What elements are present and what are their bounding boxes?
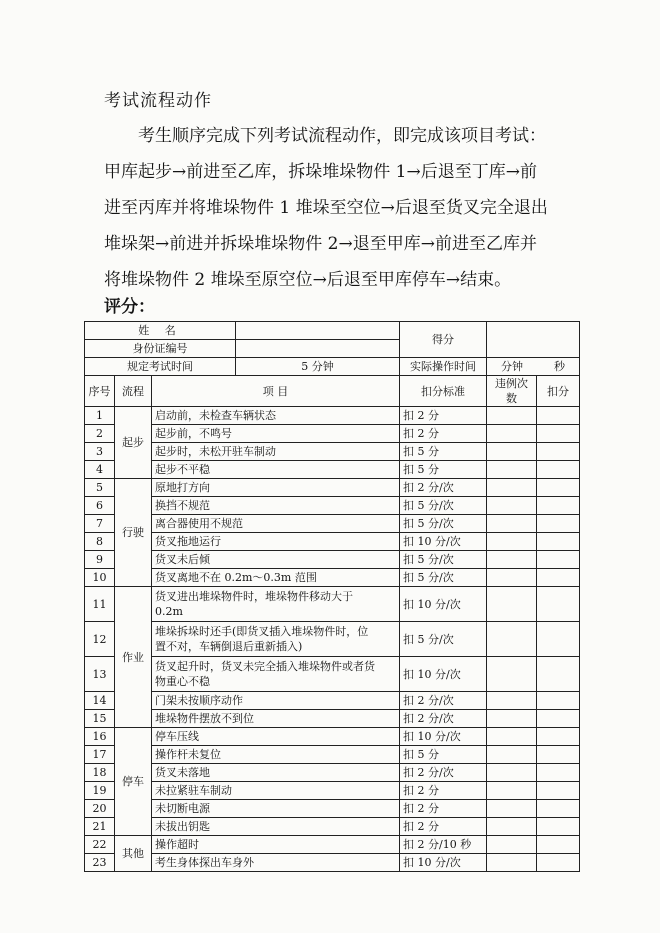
- row-standard: 扣 10 分/次: [400, 587, 487, 622]
- intro-line: 堆垛架→前进并拆垛堆垛物件 2→退至甲库→前进至乙库并: [104, 234, 537, 254]
- row-standard: 扣 2 分/10 秒: [400, 836, 487, 854]
- row-standard: 扣 5 分: [400, 461, 487, 479]
- row-standard: 扣 5 分: [400, 443, 487, 461]
- row-item: 考生身体探出车身外: [152, 854, 400, 872]
- header-violations: 违例次数: [487, 376, 537, 407]
- deduction-cell[interactable]: [537, 533, 580, 551]
- row-item-line: 货叉进出堆垛物件时，堆垛物件移动大于: [155, 590, 353, 603]
- row-standard: 扣 2 分: [400, 425, 487, 443]
- violations-cell[interactable]: [487, 657, 537, 692]
- table-row: [85, 569, 580, 587]
- deduction-cell[interactable]: [537, 854, 580, 872]
- row-item: 货叉拖地运行: [152, 533, 400, 551]
- row-standard: 扣 2 分/次: [400, 764, 487, 782]
- row-item: 货叉未后倾: [152, 551, 400, 569]
- row-no: 19: [85, 782, 115, 800]
- table-row: [85, 728, 580, 746]
- row-no: 18: [85, 764, 115, 782]
- row-item: 起步前，不鸣号: [152, 425, 400, 443]
- row-no: 11: [85, 587, 115, 622]
- row-standard: 扣 2 分: [400, 818, 487, 836]
- violations-cell[interactable]: [487, 818, 537, 836]
- row-item: 未切断电源: [152, 800, 400, 818]
- table-row: [85, 692, 580, 710]
- row-no: 7: [85, 515, 115, 533]
- group-start: 起步: [115, 407, 152, 479]
- deduction-cell[interactable]: [537, 587, 580, 622]
- table-row: [85, 443, 580, 461]
- row-no: 15: [85, 710, 115, 728]
- header-no: 序号: [85, 376, 115, 407]
- score-label: 得分: [400, 322, 487, 358]
- intro-line: 考生顺序完成下列考试流程动作，即完成该项目考试：: [138, 126, 546, 146]
- table-row: [85, 800, 580, 818]
- time-value: 5 分钟: [236, 358, 400, 376]
- violations-cell[interactable]: [487, 425, 537, 443]
- row-no: 4: [85, 461, 115, 479]
- row-standard: 扣 2 分: [400, 407, 487, 425]
- deduction-cell[interactable]: [537, 569, 580, 587]
- table-row: [85, 622, 580, 657]
- violations-cell[interactable]: [487, 764, 537, 782]
- intro-line: 甲库起步→前进至乙库，拆垛堆垛物件 1→后退至丁库→前: [104, 162, 537, 182]
- violations-cell[interactable]: [487, 692, 537, 710]
- violations-cell[interactable]: [487, 551, 537, 569]
- row-item: 货叉离地不在 0.2m～0.3m 范围: [152, 569, 400, 587]
- row-no: 23: [85, 854, 115, 872]
- row-item: 换挡不规范: [152, 497, 400, 515]
- deduction-cell[interactable]: [537, 764, 580, 782]
- row-item: [152, 587, 400, 622]
- row-item: 离合器使用不规范: [152, 515, 400, 533]
- row-item: 未拉紧驻车制动: [152, 782, 400, 800]
- row-no: 6: [85, 497, 115, 515]
- deduction-cell[interactable]: [537, 746, 580, 764]
- row-standard: 扣 10 分/次: [400, 533, 487, 551]
- id-field[interactable]: [236, 340, 400, 358]
- violations-cell[interactable]: [487, 533, 537, 551]
- row-item: 原地打方向: [152, 479, 400, 497]
- table-row: [85, 533, 580, 551]
- deduction-cell[interactable]: [537, 551, 580, 569]
- row-no: 9: [85, 551, 115, 569]
- header-item: 项 目: [152, 376, 400, 407]
- row-standard: 扣 10 分/次: [400, 657, 487, 692]
- violations-cell[interactable]: [487, 746, 537, 764]
- table-row: [85, 407, 580, 425]
- row-item: [152, 622, 400, 657]
- table-row: [85, 515, 580, 533]
- row-no: 2: [85, 425, 115, 443]
- row-no: 17: [85, 746, 115, 764]
- deduction-cell[interactable]: [537, 515, 580, 533]
- name-field[interactable]: [236, 322, 400, 340]
- deduction-cell[interactable]: [537, 479, 580, 497]
- row-standard: 扣 5 分/次: [400, 622, 487, 657]
- violations-cell[interactable]: [487, 497, 537, 515]
- group-other: 其他: [115, 836, 152, 872]
- info-row: [85, 358, 580, 376]
- table-row: [85, 461, 580, 479]
- row-item: 未拔出钥匙: [152, 818, 400, 836]
- row-no: 16: [85, 728, 115, 746]
- violations-cell[interactable]: [487, 800, 537, 818]
- violations-cell[interactable]: [487, 587, 537, 622]
- row-standard: 扣 5 分: [400, 746, 487, 764]
- violations-cell[interactable]: [487, 710, 537, 728]
- table-row: [85, 479, 580, 497]
- info-row: [85, 322, 580, 340]
- violations-cell[interactable]: [487, 479, 537, 497]
- violations-cell[interactable]: [487, 515, 537, 533]
- row-standard: 扣 10 分/次: [400, 854, 487, 872]
- table-row: [85, 425, 580, 443]
- row-no: 21: [85, 818, 115, 836]
- violations-cell[interactable]: [487, 461, 537, 479]
- table-row: [85, 587, 580, 622]
- table-row: [85, 657, 580, 692]
- violations-cell[interactable]: [487, 836, 537, 854]
- row-item: 堆垛物件摆放不到位: [152, 710, 400, 728]
- row-no: 14: [85, 692, 115, 710]
- header-process: 流程: [115, 376, 152, 407]
- row-no: 22: [85, 836, 115, 854]
- table-row: [85, 854, 580, 872]
- row-item: [152, 657, 400, 692]
- row-standard: 扣 5 分/次: [400, 551, 487, 569]
- intro-line: 进至丙库并将堆垛物件 1 堆垛至空位→后退至货叉完全退出: [104, 198, 548, 218]
- row-item: 操作杆未复位: [152, 746, 400, 764]
- row-standard: 扣 2 分: [400, 782, 487, 800]
- actual-time-field[interactable]: [487, 358, 580, 376]
- table-row: [85, 764, 580, 782]
- deduction-cell[interactable]: [537, 728, 580, 746]
- deduction-cell[interactable]: [537, 692, 580, 710]
- violations-cell[interactable]: [487, 622, 537, 657]
- actual-time-label: 实际操作时间: [400, 358, 487, 376]
- time-label: 规定考试时间: [85, 358, 236, 376]
- row-no: 5: [85, 479, 115, 497]
- minute-unit: 分钟: [501, 360, 524, 373]
- row-standard: 扣 2 分/次: [400, 479, 487, 497]
- header-standard: 扣分标准: [400, 376, 487, 407]
- table-row: [85, 551, 580, 569]
- table-row: [85, 818, 580, 836]
- row-item: 停车压线: [152, 728, 400, 746]
- row-item: 操作超时: [152, 836, 400, 854]
- row-item-line: 置不对，车辆倒退后重新插入): [155, 640, 303, 653]
- violations-cell[interactable]: [487, 407, 537, 425]
- scoring-label: 评分：: [104, 297, 155, 317]
- deduction-cell[interactable]: [537, 497, 580, 515]
- row-no: 1: [85, 407, 115, 425]
- id-label: 身份证编号: [85, 340, 236, 358]
- row-no: 12: [85, 622, 115, 657]
- deduction-cell[interactable]: [537, 657, 580, 692]
- table-row: [85, 710, 580, 728]
- row-item-line: 物重心不稳: [155, 675, 210, 688]
- table-row: [85, 497, 580, 515]
- table-row: [85, 746, 580, 764]
- row-item: 门架未按顺序动作: [152, 692, 400, 710]
- deduction-cell[interactable]: [537, 407, 580, 425]
- deduction-cell[interactable]: [537, 443, 580, 461]
- violations-cell[interactable]: [487, 854, 537, 872]
- row-item: 启动前，未检查车辆状态: [152, 407, 400, 425]
- row-no: 13: [85, 657, 115, 692]
- deduction-cell[interactable]: [537, 836, 580, 854]
- header-row: [85, 376, 580, 407]
- row-standard: 扣 2 分/次: [400, 710, 487, 728]
- deduction-cell[interactable]: [537, 800, 580, 818]
- deduction-cell[interactable]: [537, 818, 580, 836]
- row-standard: 扣 2 分/次: [400, 692, 487, 710]
- row-standard: 扣 5 分/次: [400, 515, 487, 533]
- row-no: 8: [85, 533, 115, 551]
- row-standard: 扣 10 分/次: [400, 728, 487, 746]
- deduction-cell[interactable]: [537, 425, 580, 443]
- name-label: 姓 名: [85, 322, 236, 340]
- violations-cell[interactable]: [487, 443, 537, 461]
- row-item-line: 货叉起升时，货叉未完全插入堆垛物件或者货: [155, 660, 375, 673]
- group-park: 停车: [115, 728, 152, 836]
- table-row: [85, 836, 580, 854]
- deduction-cell[interactable]: [537, 710, 580, 728]
- row-item: 起步不平稳: [152, 461, 400, 479]
- violations-cell[interactable]: [487, 728, 537, 746]
- row-item-line: 堆垛拆垛时还手(即货叉插入堆垛物件时，位: [155, 625, 369, 638]
- deduction-cell[interactable]: [537, 782, 580, 800]
- table-row: [85, 782, 580, 800]
- row-item-line: 0.2m: [155, 605, 183, 618]
- row-no: 3: [85, 443, 115, 461]
- exam-procedure-text: [104, 118, 572, 298]
- row-standard: 扣 5 分/次: [400, 497, 487, 515]
- score-field[interactable]: [487, 322, 580, 358]
- intro-line: 将堆垛物件 2 堆垛至原空位→后退至甲库停车→结束。: [104, 270, 512, 290]
- second-unit: 秒: [554, 360, 566, 373]
- violations-cell[interactable]: [487, 782, 537, 800]
- section-heading: 考试流程动作: [104, 91, 212, 111]
- row-no: 10: [85, 569, 115, 587]
- group-work: 作业: [115, 587, 152, 728]
- violations-cell[interactable]: [487, 569, 537, 587]
- deduction-cell[interactable]: [537, 461, 580, 479]
- group-drive: 行驶: [115, 479, 152, 587]
- row-standard: 扣 2 分: [400, 800, 487, 818]
- row-item: 货叉未落地: [152, 764, 400, 782]
- scoring-table: [84, 321, 580, 872]
- row-no: 20: [85, 800, 115, 818]
- deduction-cell[interactable]: [537, 622, 580, 657]
- row-item: 起步时，未松开驻车制动: [152, 443, 400, 461]
- row-standard: 扣 5 分/次: [400, 569, 487, 587]
- header-deduction: 扣分: [537, 376, 580, 407]
